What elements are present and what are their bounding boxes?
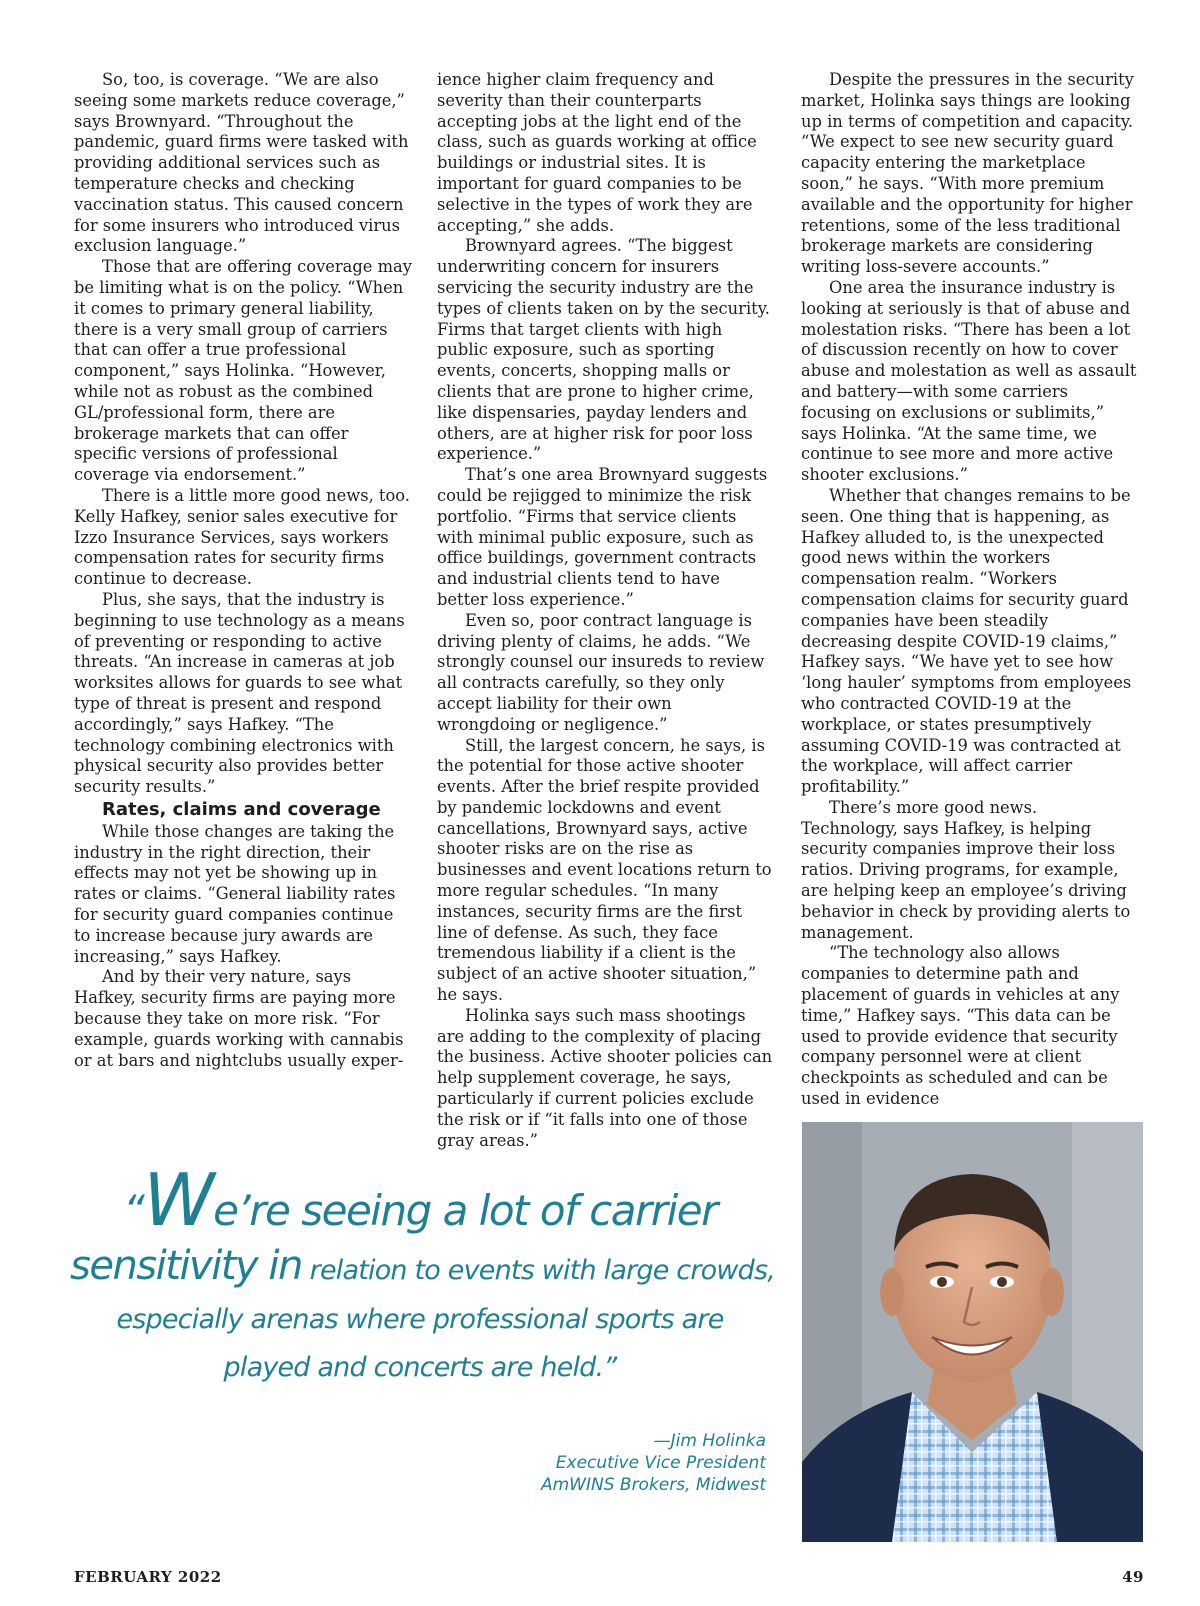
paragraph: Holinka says such mass shootings are adding to the complexity of placing the business. Active shooter policies can help supplement coverage, he says, particularly if current policies exclude the risk or if “it falls into one of those gray areas.” [437,1005,773,1150]
paragraph: So, too, is coverage. “We are also seeing some markets reduce coverage,” says Brownyard. “Throughout the pandemic, guard firms were tasked with providing additional services such as temperature checks and checking vaccination status. This caused concern for some insurers who introduced virus exclusion language.” [74,70,409,256]
pull-quote-line-2 [70,1241,776,1296]
article-column-2 [437,70,775,1151]
issue-date: FEBRUARY 2022 [74,1568,222,1586]
pull-quote-text: e’re seeing a lot of carrier [213,1186,717,1235]
paragraph: ience higher claim frequency and severity than their counterparts accepting jobs at the light end of the class, such as guards working at office buildings or industrial sites. It is important for guard companies to be selective in the types of work they are accepting,” she adds. [437,70,757,235]
paragraph: Still, the largest concern, he says, is the potential for those active shooter events. After the brief respite provided by pandemic lockdowns and event cancellations, Brownyard says, active shooter risks are on the rise as businesses and event locations return to more regular schedules. “In many instances, security firms are the first line of defense. As such, they face tremendous liability if a client is the subject of an active shooter situation,” he says. [437,735,772,1005]
pull-quote-line-4: played and concerts are held.” [223,1352,617,1383]
paragraph: Even so, poor contract language is driving plenty of claims, he adds. “We strongly counsel our insureds to review all contracts carefully, so they only accept liability for their own wrongdoing or negligence.” [437,610,765,734]
pull-quote [70,1158,776,1392]
quote-attribution [541,1430,766,1496]
paragraph: Despite the pressures in the security market, Holinka says things are looking up in terms of competition and capacity. “We expect to see new security guard capacity entering the marketplace soon,” he says. “With more premium available and the opportunity for higher retentions, some of the less traditional brokerage markets are considering writing loss-severe accounts.” [801,70,1134,277]
paragraph: Whether that changes remains to be seen. One thing that is happening, as Hafkey alluded to, is the unexpected good news within the workers compensation realm. “Workers compensation claims for security guard companies have been steadily decreasing despite COVID-19 claims,” Hafkey says. “We have yet to see how ‘long hauler’ symptoms from employees who contracted COVID-19 at the workplace, or states presumptively assuming COVID-19 was contracted at the workplace, will affect carrier profitability.” [801,485,1132,797]
paragraph: That’s one area Brownyard suggests could be rejigged to minimize the risk portfolio. “Firms that service clients with minimal public exposure, such as office buildings, government contracts and industrial clients tend to have better loss experience.” [437,465,768,609]
article-column-1 [74,70,412,1071]
paragraph: There’s more good news. Technology, says Hafkey, is helping security companies improve their loss ratios. Driving programs, for example, are helping keep an employee’s driving behavior in check by providing alerts to management. [801,797,1131,942]
article-column-3 [801,70,1139,1110]
person-portrait-icon [802,1122,1143,1542]
pull-quote-line-1 [70,1158,770,1242]
paragraph: Brownyard agrees. “The biggest underwriting concern for insurers servicing the security industry are the types of clients taken on by the security. Firms that target clients with high public exposure, such as sporting events, concerts, shopping malls or clients that are prone to higher crime, like dispensaries, payday lenders and others, are at higher risk for poor loss experience.” [437,236,770,464]
page-number: 49 [1122,1568,1144,1586]
pull-quote-line-3: especially arenas where professional sports are [116,1304,724,1335]
pull-quote-emphasis: sensitivity in [70,1243,302,1289]
portrait-photo [802,1122,1143,1542]
drop-letter: W [143,1158,214,1242]
paragraph: There is a little more good news, too. Kelly Hafkey, senior sales executive for Izzo Insurance Services, says workers compensation rates for security firms continue to decrease. [74,485,410,589]
paragraph: “The technology also allows companies to determine path and placement of guards in vehicles at any time,” Hafkey says. “This data can be used to provide evidence that security company personnel were at client checkpoints as scheduled and can be used in evidence [801,943,1120,1109]
attribution-company: AmWINS Brokers, Midwest [540,1475,766,1495]
paragraph: While those changes are taking the industry in the right direction, their effects may not yet be showing up in rates or claims. “General liability rates for security guard companies continue to increase because jury awards are increasing,” says Hafkey. [74,821,396,966]
attribution-title: Executive Vice President [555,1453,766,1473]
open-quote-mark: “ [123,1186,144,1235]
paragraph: And by their very nature, says Hafkey, security firms are paying more because they take on more risk. “For example, guards working with cannabis or at bars and nightclubs usually exper- [74,967,404,1070]
attribution-name: —Jim Holinka [653,1431,766,1451]
pull-quote-text: relation to events with large crowds, [301,1255,776,1286]
paragraph: Plus, she says, that the industry is beginning to use technology as a means of preventing or responding to active threats. “An increase in cameras at job worksites allows for guards to see what type of threat is present and respond accordingly,” says Hafkey. “The technology combining electronics with physical security also provides better security results.” [74,589,405,797]
paragraph: Those that are offering coverage may be limiting what is on the policy. “When it comes to primary general liability, there is a very small group of carriers that can offer a true professional component,” says Holinka. “However, while not as robust as the combined GL/professional form, there are brokerage markets that can offer specific versions of professional coverage via endorsement.” [74,257,412,485]
section-subhead: Rates, claims and coverage [102,798,381,820]
paragraph: One area the insurance industry is looking at seriously is that of abuse and molestation risks. “There has been a lot of discussion recently on how to cover abuse and molestation as well as assault and battery—with some carriers focusing on exclusions or sublimits,” says Holinka. “At the same time, we continue to see more and more active shooter exclusions.” [801,277,1137,485]
